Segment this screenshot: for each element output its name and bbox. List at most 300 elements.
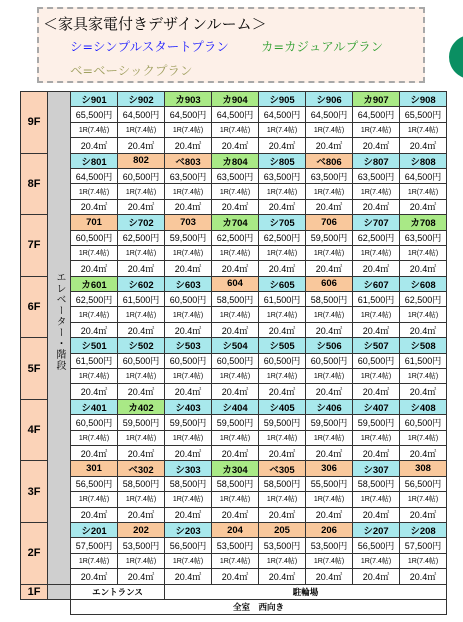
table-row — [21, 430, 447, 445]
floor-label: 2F — [21, 522, 48, 584]
table-row — [21, 199, 447, 214]
room-area: 20.4㎡ — [259, 261, 306, 276]
room-name: 701 — [71, 215, 118, 230]
room-name: シ801 — [71, 153, 118, 168]
room-layout: 1R(7.4帖) — [71, 492, 118, 507]
room-area: 20.4㎡ — [118, 507, 165, 522]
room-price: 58,500円 — [353, 476, 400, 491]
room-price: 53,500円 — [259, 538, 306, 553]
room-layout: 1R(7.4帖) — [353, 553, 400, 568]
table-row — [21, 168, 447, 183]
room-name: 204 — [212, 522, 259, 537]
room-layout: 1R(7.4帖) — [400, 245, 447, 260]
room-price: 60,500円 — [118, 353, 165, 368]
room-name: 205 — [259, 522, 306, 537]
room-layout: 1R(7.4帖) — [353, 245, 400, 260]
room-layout: 1R(7.4帖) — [259, 492, 306, 507]
room-layout: 1R(7.4帖) — [118, 430, 165, 445]
room-layout: 1R(7.4帖) — [306, 553, 353, 568]
room-area: 20.4㎡ — [165, 445, 212, 460]
legend-casual-plan: カ=カジュアルプラン — [261, 39, 384, 54]
room-layout: 1R(7.4帖) — [118, 369, 165, 384]
room-area: 20.4㎡ — [306, 261, 353, 276]
room-price: 59,500円 — [353, 415, 400, 430]
room-area: 20.4㎡ — [118, 569, 165, 584]
table-row — [21, 92, 447, 107]
room-area: 20.4㎡ — [306, 384, 353, 399]
table-row — [21, 338, 447, 353]
room-layout: 1R(7.4帖) — [306, 369, 353, 384]
room-name: カ903 — [165, 92, 212, 107]
room-name: 206 — [306, 522, 353, 537]
room-layout: 1R(7.4帖) — [400, 184, 447, 199]
room-layout: 1R(7.4帖) — [71, 369, 118, 384]
room-price: 60,500円 — [400, 415, 447, 430]
room-price: 57,500円 — [400, 538, 447, 553]
room-layout: 1R(7.4帖) — [212, 369, 259, 384]
room-price: 60,500円 — [165, 353, 212, 368]
room-layout: 1R(7.4帖) — [306, 122, 353, 137]
room-price: 63,500円 — [400, 230, 447, 245]
room-area: 20.4㎡ — [353, 261, 400, 276]
room-name: シ506 — [306, 338, 353, 353]
room-price: 62,500円 — [353, 230, 400, 245]
table-row — [21, 369, 447, 384]
table-row — [21, 322, 447, 337]
room-area: 20.4㎡ — [306, 199, 353, 214]
room-name: シ805 — [259, 153, 306, 168]
room-name: シ501 — [71, 338, 118, 353]
room-area: 20.4㎡ — [306, 445, 353, 460]
room-layout: 1R(7.4帖) — [165, 430, 212, 445]
room-area: 20.4㎡ — [71, 445, 118, 460]
room-layout: 1R(7.4帖) — [212, 430, 259, 445]
table-row — [21, 230, 447, 245]
room-price: 53,500円 — [212, 538, 259, 553]
room-price: 59,500円 — [118, 415, 165, 430]
room-name: シ603 — [165, 276, 212, 291]
room-area: 20.4㎡ — [165, 507, 212, 522]
room-name: シ807 — [353, 153, 400, 168]
room-name: ベ806 — [306, 153, 353, 168]
room-price: 59,500円 — [165, 230, 212, 245]
room-name: シ508 — [400, 338, 447, 353]
room-layout: 1R(7.4帖) — [306, 307, 353, 322]
room-name: シ908 — [400, 92, 447, 107]
room-layout: 1R(7.4帖) — [71, 184, 118, 199]
room-price: 61,500円 — [118, 292, 165, 307]
room-name: 301 — [71, 461, 118, 476]
room-area: 20.4㎡ — [353, 384, 400, 399]
room-area: 20.4㎡ — [71, 322, 118, 337]
room-area: 20.4㎡ — [212, 138, 259, 153]
table-row — [21, 184, 447, 199]
room-name: シ707 — [353, 215, 400, 230]
room-area: 20.4㎡ — [400, 261, 447, 276]
room-name: カ304 — [212, 461, 259, 476]
floor-label: 6F — [21, 276, 48, 338]
room-price: 64,500円 — [165, 107, 212, 122]
room-price: 61,500円 — [71, 353, 118, 368]
room-layout: 1R(7.4帖) — [306, 430, 353, 445]
green-circle-badge — [449, 35, 463, 79]
room-price: 60,500円 — [306, 353, 353, 368]
room-name: シ705 — [259, 215, 306, 230]
table-row — [21, 353, 447, 368]
room-price: 60,500円 — [71, 230, 118, 245]
table-row — [21, 215, 447, 230]
room-area: 20.4㎡ — [259, 384, 306, 399]
legend-title: ＜家具家電付きデザインルーム＞ — [43, 15, 267, 33]
room-area: 20.4㎡ — [400, 445, 447, 460]
table-row — [21, 461, 447, 476]
room-price: 61,500円 — [353, 292, 400, 307]
table-row — [21, 245, 447, 260]
room-layout: 1R(7.4帖) — [306, 492, 353, 507]
room-layout: 1R(7.4帖) — [353, 430, 400, 445]
room-area: 20.4㎡ — [400, 507, 447, 522]
room-area: 20.4㎡ — [165, 322, 212, 337]
room-price: 62,500円 — [212, 230, 259, 245]
room-name: 802 — [118, 153, 165, 168]
room-price: 65,500円 — [400, 107, 447, 122]
elevator-stairs-column — [48, 92, 71, 585]
room-area: 20.4㎡ — [353, 138, 400, 153]
room-area: 20.4㎡ — [118, 384, 165, 399]
room-layout: 1R(7.4帖) — [259, 184, 306, 199]
legend-simple-plan: シ=シンプルスタートプラン — [70, 39, 229, 54]
room-area: 20.4㎡ — [306, 322, 353, 337]
room-area: 20.4㎡ — [118, 199, 165, 214]
room-layout: 1R(7.4帖) — [259, 307, 306, 322]
room-area: 20.4㎡ — [353, 507, 400, 522]
room-price: 64,500円 — [353, 107, 400, 122]
room-price: 64,500円 — [71, 168, 118, 183]
empty-cell — [21, 599, 71, 614]
room-price: 58,500円 — [212, 292, 259, 307]
room-name: シ207 — [353, 522, 400, 537]
room-area: 20.4㎡ — [212, 445, 259, 460]
room-layout: 1R(7.4帖) — [259, 369, 306, 384]
room-layout: 1R(7.4帖) — [353, 369, 400, 384]
room-area: 20.4㎡ — [212, 322, 259, 337]
room-price: 64,500円 — [118, 107, 165, 122]
room-name: シ605 — [259, 276, 306, 291]
room-name: シ607 — [353, 276, 400, 291]
room-area: 20.4㎡ — [71, 569, 118, 584]
room-name: カ708 — [400, 215, 447, 230]
room-area: 20.4㎡ — [400, 569, 447, 584]
room-layout: 1R(7.4帖) — [400, 122, 447, 137]
table-row — [21, 522, 447, 537]
room-area: 20.4㎡ — [400, 138, 447, 153]
room-layout: 1R(7.4帖) — [212, 492, 259, 507]
room-layout: 1R(7.4帖) — [118, 492, 165, 507]
room-price: 55,500円 — [306, 476, 353, 491]
room-price: 58,500円 — [259, 476, 306, 491]
floor-label: 5F — [21, 338, 48, 400]
room-area: 20.4㎡ — [259, 322, 306, 337]
room-area: 20.4㎡ — [212, 507, 259, 522]
floor-plan-table — [20, 91, 447, 615]
room-area: 20.4㎡ — [353, 569, 400, 584]
room-name: シ503 — [165, 338, 212, 353]
room-name: シ403 — [165, 399, 212, 414]
room-layout: 1R(7.4帖) — [212, 307, 259, 322]
room-name: 703 — [165, 215, 212, 230]
room-name: 706 — [306, 215, 353, 230]
entrance-label: エントランス — [71, 584, 165, 599]
room-price: 62,500円 — [71, 292, 118, 307]
room-price: 62,500円 — [400, 292, 447, 307]
table-row — [21, 276, 447, 291]
room-area: 20.4㎡ — [353, 322, 400, 337]
room-name: シ201 — [71, 522, 118, 537]
room-layout: 1R(7.4帖) — [71, 122, 118, 137]
table-row — [21, 307, 447, 322]
room-layout: 1R(7.4帖) — [165, 307, 212, 322]
room-price: 60,500円 — [165, 292, 212, 307]
room-name: シ702 — [118, 215, 165, 230]
room-price: 53,500円 — [306, 538, 353, 553]
room-price: 60,500円 — [118, 168, 165, 183]
room-layout: 1R(7.4帖) — [165, 245, 212, 260]
room-name: シ507 — [353, 338, 400, 353]
room-name: シ906 — [306, 92, 353, 107]
floor-label: 7F — [21, 215, 48, 277]
room-price: 62,500円 — [118, 230, 165, 245]
room-layout: 1R(7.4帖) — [353, 307, 400, 322]
table-row — [21, 476, 447, 491]
room-layout: 1R(7.4帖) — [400, 307, 447, 322]
room-layout: 1R(7.4帖) — [306, 245, 353, 260]
table-row — [21, 553, 447, 568]
orientation-note: 全室 西向き — [71, 599, 447, 614]
table-row — [21, 584, 447, 599]
room-price: 56,500円 — [71, 476, 118, 491]
room-layout: 1R(7.4帖) — [212, 553, 259, 568]
room-price: 63,500円 — [212, 168, 259, 183]
room-name: 306 — [306, 461, 353, 476]
room-area: 20.4㎡ — [259, 445, 306, 460]
table-row — [21, 261, 447, 276]
room-name: ベ305 — [259, 461, 306, 476]
room-area: 20.4㎡ — [400, 322, 447, 337]
room-price: 59,500円 — [212, 415, 259, 430]
table-row — [21, 599, 447, 614]
room-area: 20.4㎡ — [259, 199, 306, 214]
room-layout: 1R(7.4帖) — [71, 307, 118, 322]
room-name: シ905 — [259, 92, 306, 107]
room-price: 63,500円 — [259, 168, 306, 183]
room-name: シ307 — [353, 461, 400, 476]
room-price: 58,500円 — [306, 292, 353, 307]
floor-label: 8F — [21, 153, 48, 215]
room-name: シ608 — [400, 276, 447, 291]
room-area: 20.4㎡ — [259, 569, 306, 584]
room-price: 59,500円 — [165, 415, 212, 430]
room-price: 60,500円 — [259, 353, 306, 368]
room-price: 58,500円 — [165, 476, 212, 491]
room-layout: 1R(7.4帖) — [118, 553, 165, 568]
room-layout: 1R(7.4帖) — [353, 122, 400, 137]
room-layout: 1R(7.4帖) — [400, 492, 447, 507]
room-price: 60,500円 — [71, 415, 118, 430]
floor-label: 3F — [21, 461, 48, 523]
elevator-stairs-label: エレベーター・階段 — [54, 272, 65, 371]
room-name: シ404 — [212, 399, 259, 414]
room-layout: 1R(7.4帖) — [118, 245, 165, 260]
table-row — [21, 492, 447, 507]
room-price: 64,500円 — [306, 107, 353, 122]
room-area: 20.4㎡ — [165, 199, 212, 214]
room-area: 20.4㎡ — [259, 507, 306, 522]
room-area: 20.4㎡ — [118, 445, 165, 460]
room-name: カ601 — [71, 276, 118, 291]
room-price: 56,500円 — [400, 476, 447, 491]
table-row — [21, 399, 447, 414]
room-area: 20.4㎡ — [71, 507, 118, 522]
room-price: 64,500円 — [212, 107, 259, 122]
room-name: シ901 — [71, 92, 118, 107]
room-layout: 1R(7.4帖) — [259, 553, 306, 568]
room-name: ベ302 — [118, 461, 165, 476]
room-price: 57,500円 — [71, 538, 118, 553]
room-name: シ405 — [259, 399, 306, 414]
room-price: 62,500円 — [259, 230, 306, 245]
room-price: 60,500円 — [212, 353, 259, 368]
room-layout: 1R(7.4帖) — [165, 184, 212, 199]
floor-label: 1F — [21, 584, 48, 599]
room-name: 604 — [212, 276, 259, 291]
room-area: 20.4㎡ — [165, 384, 212, 399]
room-name: シ401 — [71, 399, 118, 414]
room-area: 20.4㎡ — [353, 199, 400, 214]
room-price: 59,500円 — [259, 415, 306, 430]
room-area: 20.4㎡ — [353, 445, 400, 460]
room-name: カ804 — [212, 153, 259, 168]
room-area: 20.4㎡ — [71, 261, 118, 276]
room-price: 63,500円 — [165, 168, 212, 183]
room-name: シ203 — [165, 522, 212, 537]
room-area: 20.4㎡ — [118, 138, 165, 153]
room-area: 20.4㎡ — [259, 138, 306, 153]
room-price: 61,500円 — [259, 292, 306, 307]
table-row — [21, 153, 447, 168]
room-name: シ208 — [400, 522, 447, 537]
room-area: 20.4㎡ — [165, 261, 212, 276]
room-name: ベ803 — [165, 153, 212, 168]
room-name: シ303 — [165, 461, 212, 476]
room-area: 20.4㎡ — [212, 384, 259, 399]
room-layout: 1R(7.4帖) — [353, 492, 400, 507]
room-price: 56,500円 — [353, 538, 400, 553]
room-area: 20.4㎡ — [400, 384, 447, 399]
room-name: シ808 — [400, 153, 447, 168]
room-layout: 1R(7.4帖) — [165, 369, 212, 384]
room-layout: 1R(7.4帖) — [353, 184, 400, 199]
room-layout: 1R(7.4帖) — [165, 492, 212, 507]
table-row — [21, 569, 447, 584]
room-layout: 1R(7.4帖) — [71, 245, 118, 260]
room-area: 20.4㎡ — [306, 569, 353, 584]
room-layout: 1R(7.4帖) — [165, 553, 212, 568]
room-name: シ602 — [118, 276, 165, 291]
room-name: 606 — [306, 276, 353, 291]
room-price: 58,500円 — [118, 476, 165, 491]
room-area: 20.4㎡ — [212, 261, 259, 276]
room-layout: 1R(7.4帖) — [212, 122, 259, 137]
room-layout: 1R(7.4帖) — [259, 122, 306, 137]
table-row — [21, 384, 447, 399]
room-area: 20.4㎡ — [165, 138, 212, 153]
room-layout: 1R(7.4帖) — [71, 430, 118, 445]
elevator-stairs-column — [48, 584, 71, 599]
room-area: 20.4㎡ — [71, 199, 118, 214]
room-area: 20.4㎡ — [118, 322, 165, 337]
room-name: シ407 — [353, 399, 400, 414]
room-area: 20.4㎡ — [212, 199, 259, 214]
room-layout: 1R(7.4帖) — [400, 430, 447, 445]
room-name: 308 — [400, 461, 447, 476]
room-layout: 1R(7.4帖) — [259, 430, 306, 445]
room-name: 202 — [118, 522, 165, 537]
room-price: 63,500円 — [353, 168, 400, 183]
room-price: 59,500円 — [306, 415, 353, 430]
room-layout: 1R(7.4帖) — [118, 307, 165, 322]
room-name: シ502 — [118, 338, 165, 353]
table-row — [21, 445, 447, 460]
room-area: 20.4㎡ — [118, 261, 165, 276]
room-layout: 1R(7.4帖) — [71, 553, 118, 568]
room-name: シ505 — [259, 338, 306, 353]
room-area: 20.4㎡ — [165, 569, 212, 584]
room-price: 61,500円 — [400, 353, 447, 368]
room-name: カ904 — [212, 92, 259, 107]
room-name: カ704 — [212, 215, 259, 230]
legend-box — [37, 7, 425, 83]
table-row — [21, 107, 447, 122]
table-row — [21, 507, 447, 522]
room-layout: 1R(7.4帖) — [118, 184, 165, 199]
room-layout: 1R(7.4帖) — [400, 369, 447, 384]
room-area: 20.4㎡ — [306, 138, 353, 153]
table-row — [21, 122, 447, 137]
table-row — [21, 292, 447, 307]
floor-label: 4F — [21, 399, 48, 461]
room-name: シ406 — [306, 399, 353, 414]
bicycle-parking-label: 駐輪場 — [165, 584, 447, 599]
room-name: シ408 — [400, 399, 447, 414]
room-layout: 1R(7.4帖) — [306, 184, 353, 199]
room-name: シ504 — [212, 338, 259, 353]
room-layout: 1R(7.4帖) — [165, 122, 212, 137]
room-layout: 1R(7.4帖) — [259, 245, 306, 260]
room-area: 20.4㎡ — [400, 199, 447, 214]
room-name: カ907 — [353, 92, 400, 107]
room-price: 63,500円 — [306, 168, 353, 183]
room-layout: 1R(7.4帖) — [400, 553, 447, 568]
room-area: 20.4㎡ — [306, 507, 353, 522]
room-name: シ902 — [118, 92, 165, 107]
room-layout: 1R(7.4帖) — [118, 122, 165, 137]
room-price: 64,500円 — [259, 107, 306, 122]
room-price: 59,500円 — [306, 230, 353, 245]
table-row — [21, 138, 447, 153]
room-price: 64,500円 — [400, 168, 447, 183]
table-row — [21, 415, 447, 430]
room-name: カ402 — [118, 399, 165, 414]
